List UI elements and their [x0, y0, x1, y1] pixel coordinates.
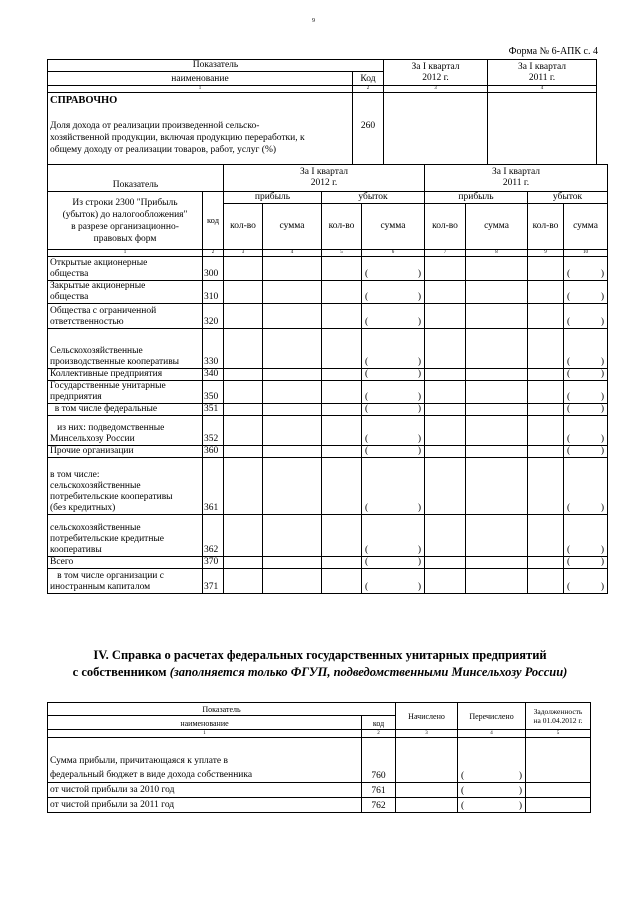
parentheses: ( )	[365, 369, 422, 379]
loss-sum-cell[interactable]	[362, 381, 425, 404]
value-cell[interactable]	[466, 416, 528, 446]
value-cell[interactable]	[263, 515, 322, 557]
table-row	[48, 569, 608, 594]
loss-sum-cell[interactable]	[362, 257, 425, 281]
value-cell[interactable]	[263, 446, 322, 458]
h-loss: убыток	[528, 192, 608, 204]
h-q2012: За I квартал 2012 г.	[224, 165, 425, 192]
parentheses: ( )	[365, 557, 422, 567]
value-cell[interactable]	[528, 281, 564, 304]
h-sum: сумма	[362, 204, 425, 250]
value-cell[interactable]	[322, 458, 362, 515]
h-name: наименование	[48, 72, 353, 86]
transferred-cell[interactable]	[458, 798, 526, 813]
parentheses: ( )	[461, 786, 523, 796]
reference-table	[47, 59, 597, 165]
value-cell[interactable]	[263, 416, 322, 446]
value-cell[interactable]	[528, 257, 564, 281]
parentheses: ( )	[567, 503, 605, 513]
parentheses: ( )	[365, 357, 422, 367]
parentheses: ( )	[567, 545, 605, 555]
h-q2011: За I квартал 2011 г.	[425, 165, 608, 192]
value-cell[interactable]	[425, 569, 466, 594]
parentheses: ( )	[567, 446, 605, 456]
parentheses: ( )	[567, 434, 605, 444]
value-cell[interactable]	[466, 304, 528, 329]
value-cell[interactable]	[528, 329, 564, 369]
value-cell[interactable]	[528, 369, 564, 381]
row-label: Сельскохозяйственные производственные кооперативы	[48, 329, 203, 369]
value-cell[interactable]	[263, 329, 322, 369]
row-code: 760	[362, 738, 396, 783]
col-num: 2	[353, 86, 384, 93]
loss-sum-cell[interactable]	[564, 381, 608, 404]
value-cell[interactable]	[528, 446, 564, 458]
loss-sum-cell[interactable]	[362, 404, 425, 416]
row-label: Общества с ограниченной ответственностью	[48, 304, 203, 329]
value-cell[interactable]	[466, 458, 528, 515]
table-row	[48, 257, 608, 281]
col-num: 5	[322, 250, 362, 257]
col-num: 2	[362, 730, 396, 738]
loss-sum-cell[interactable]	[564, 515, 608, 557]
value-cell[interactable]	[263, 304, 322, 329]
row-code: 762	[362, 798, 396, 813]
debt-cell[interactable]	[526, 798, 591, 813]
row-label: от чистой прибыли за 2011 год	[48, 798, 362, 813]
parentheses: ( )	[567, 404, 605, 414]
loss-sum-cell[interactable]	[362, 515, 425, 557]
col-num: 7	[425, 250, 466, 257]
col-num: 3	[384, 86, 488, 93]
parentheses: ( )	[461, 801, 523, 811]
accrued-cell[interactable]	[396, 783, 458, 798]
value-cell[interactable]	[425, 404, 466, 416]
h-transferred: Перечислено	[458, 703, 526, 730]
row-code: 310	[203, 281, 224, 304]
col-num: 1	[48, 86, 353, 93]
row-label: из них: подведомственные Минсельхозу России	[48, 416, 203, 446]
col-num: 4	[488, 86, 597, 93]
value-cell[interactable]	[425, 304, 466, 329]
ref-title: СПРАВОЧНО	[50, 95, 118, 106]
value-cell[interactable]	[224, 281, 263, 304]
h-q2012: За I квартал 2012 г.	[384, 60, 488, 86]
row-label: Закрытые акционерные общества	[48, 281, 203, 304]
col-num: 4	[458, 730, 526, 738]
row-code: 350	[203, 381, 224, 404]
h-code: Код	[353, 72, 384, 86]
value-cell[interactable]	[263, 257, 322, 281]
h-code: код	[362, 716, 396, 730]
value-cell[interactable]	[322, 329, 362, 369]
value-cell[interactable]	[528, 557, 564, 569]
value-cell[interactable]	[263, 369, 322, 381]
parentheses: ( )	[365, 434, 422, 444]
table-row	[48, 404, 608, 416]
loss-sum-cell[interactable]	[564, 557, 608, 569]
value-cell[interactable]	[425, 557, 466, 569]
parentheses: ( )	[365, 503, 422, 513]
loss-sum-cell[interactable]	[362, 446, 425, 458]
section4-subtitle: с собственником (заполняется только ФГУП, подведомственными Минсельхозу России)	[72, 665, 568, 679]
accrued-cell[interactable]	[396, 798, 458, 813]
accrued-cell[interactable]	[396, 738, 458, 783]
section4-title: IV. Справка о расчетах федеральных государственных унитарных предприятий	[93, 648, 547, 662]
h-name: наименование	[48, 716, 362, 730]
value-cell[interactable]	[224, 416, 263, 446]
row-code: 300	[203, 257, 224, 281]
value-cell[interactable]	[466, 257, 528, 281]
parentheses: ( )	[461, 771, 523, 781]
row-code: 761	[362, 783, 396, 798]
value-cell[interactable]	[263, 569, 322, 594]
loss-sum-cell[interactable]	[564, 569, 608, 594]
value-cell[interactable]	[224, 381, 263, 404]
value-cell[interactable]	[322, 404, 362, 416]
parentheses: ( )	[567, 392, 605, 402]
h-code: код	[203, 192, 224, 250]
value-cell[interactable]	[224, 569, 263, 594]
value-cell[interactable]	[466, 515, 528, 557]
h-indicator: Показатель	[48, 165, 224, 192]
row-code: 351	[203, 404, 224, 416]
loss-sum-cell[interactable]	[564, 446, 608, 458]
value-cell[interactable]	[224, 329, 263, 369]
value-cell[interactable]	[425, 281, 466, 304]
value-cell[interactable]	[425, 329, 466, 369]
table-row	[48, 416, 608, 446]
table-row	[48, 446, 608, 458]
parentheses: ( )	[567, 317, 605, 327]
value-cell[interactable]	[322, 304, 362, 329]
value-cell[interactable]	[528, 416, 564, 446]
row-label: в том числе организации с иностранным капиталом	[48, 569, 203, 594]
debt-cell[interactable]	[526, 783, 591, 798]
transferred-cell[interactable]	[458, 738, 526, 783]
form-label: Форма № 6-АПК с. 4	[508, 46, 598, 57]
row-label: в том числе: сельскохозяйственные потребительские кооперативы (без кредитных)	[48, 458, 203, 515]
value-cell[interactable]	[528, 458, 564, 515]
value-cell[interactable]	[322, 257, 362, 281]
value-cell[interactable]	[425, 416, 466, 446]
h-sum: сумма	[564, 204, 608, 250]
loss-sum-cell[interactable]	[564, 281, 608, 304]
value-cell[interactable]	[322, 416, 362, 446]
value-cell[interactable]	[224, 257, 263, 281]
value-cell[interactable]	[466, 381, 528, 404]
row-label: Всего	[48, 557, 203, 569]
row-label: Коллективные предприятия	[48, 369, 203, 381]
parentheses: ( )	[567, 582, 605, 592]
parentheses: ( )	[365, 446, 422, 456]
value-cell[interactable]	[425, 515, 466, 557]
table-row	[48, 557, 608, 569]
parentheses: ( )	[567, 557, 605, 567]
row-label: в том числе федеральные	[48, 404, 203, 416]
parentheses: ( )	[365, 582, 422, 592]
parentheses: ( )	[567, 369, 605, 379]
row-label: Прочие организации	[48, 446, 203, 458]
org-forms-table	[47, 164, 608, 594]
value-cell[interactable]	[466, 369, 528, 381]
h-profit: прибыль	[425, 192, 528, 204]
value-cell[interactable]	[224, 369, 263, 381]
value-cell[interactable]	[224, 446, 263, 458]
h-indicator: Показатель	[48, 60, 384, 72]
h-accrued: Начислено	[396, 703, 458, 730]
value-cell[interactable]	[425, 446, 466, 458]
col-num: 8	[466, 250, 528, 257]
value-cell[interactable]	[322, 557, 362, 569]
value-cell[interactable]	[528, 381, 564, 404]
value-cell[interactable]	[224, 557, 263, 569]
loss-sum-cell[interactable]	[362, 304, 425, 329]
loss-sum-cell[interactable]	[564, 304, 608, 329]
row-label: от чистой прибыли за 2010 год	[48, 783, 362, 798]
table-row	[48, 515, 608, 557]
col-num: 10	[564, 250, 608, 257]
row-code: 370	[203, 557, 224, 569]
value-cell[interactable]	[466, 404, 528, 416]
value-cell[interactable]	[322, 381, 362, 404]
table-row	[48, 381, 608, 404]
value-cell[interactable]	[466, 446, 528, 458]
ref-value-2012[interactable]	[384, 93, 488, 165]
h-count: кол-во	[425, 204, 466, 250]
row-code: 361	[203, 458, 224, 515]
h-indicator: Показатель	[48, 703, 396, 716]
value-cell[interactable]	[425, 369, 466, 381]
row-label: Государственные унитарные предприятия	[48, 381, 203, 404]
value-cell[interactable]	[322, 369, 362, 381]
h-desc: Из строки 2300 "Прибыль (убыток) до налогообложения" в разрезе организационно- правовых форм	[48, 192, 203, 250]
value-cell[interactable]	[263, 458, 322, 515]
loss-sum-cell[interactable]	[362, 416, 425, 446]
debt-cell[interactable]	[526, 738, 591, 783]
table-row	[48, 798, 591, 813]
table-row	[48, 329, 608, 369]
value-cell[interactable]	[425, 381, 466, 404]
loss-sum-cell[interactable]	[362, 329, 425, 369]
value-cell[interactable]	[322, 515, 362, 557]
h-count: кол-во	[224, 204, 263, 250]
value-cell[interactable]	[224, 458, 263, 515]
ref-value-2011[interactable]	[488, 93, 597, 165]
h-count: кол-во	[322, 204, 362, 250]
col-num: 3	[396, 730, 458, 738]
loss-sum-cell[interactable]	[362, 458, 425, 515]
h-profit: прибыль	[224, 192, 322, 204]
col-num: 1	[48, 250, 203, 257]
value-cell[interactable]	[322, 446, 362, 458]
transferred-cell[interactable]	[458, 783, 526, 798]
h-q2011: За I квартал 2011 г.	[488, 60, 597, 86]
loss-sum-cell[interactable]	[564, 329, 608, 369]
row-code: 362	[203, 515, 224, 557]
row-code: 340	[203, 369, 224, 381]
row-code: 360	[203, 446, 224, 458]
loss-sum-cell[interactable]	[564, 369, 608, 381]
value-cell[interactable]	[224, 404, 263, 416]
ref-text: Доля дохода от реализации произведенной сельско- хозяйственной продукции, включая продукцию переработки, к общему доходу от реализации товаров, работ, услуг (%)	[50, 121, 305, 155]
value-cell[interactable]	[322, 281, 362, 304]
value-cell[interactable]	[224, 515, 263, 557]
col-num: 9	[528, 250, 564, 257]
col-num: 3	[224, 250, 263, 257]
parentheses: ( )	[567, 269, 605, 279]
value-cell[interactable]	[528, 569, 564, 594]
row-code: 330	[203, 329, 224, 369]
fgup-table	[47, 702, 591, 813]
row-label: Открытые акционерные общества	[48, 257, 203, 281]
table-row	[48, 738, 591, 783]
value-cell[interactable]	[528, 304, 564, 329]
loss-sum-cell[interactable]	[362, 557, 425, 569]
loss-sum-cell[interactable]	[564, 458, 608, 515]
value-cell[interactable]	[466, 329, 528, 369]
loss-sum-cell[interactable]	[564, 404, 608, 416]
value-cell[interactable]	[263, 381, 322, 404]
parentheses: ( )	[365, 317, 422, 327]
ref-cell	[48, 93, 353, 165]
table-row	[48, 369, 608, 381]
row-label: сельскохозяйственные потребительские кредитные кооперативы	[48, 515, 203, 557]
h-sum: сумма	[466, 204, 528, 250]
value-cell[interactable]	[528, 515, 564, 557]
parentheses: ( )	[365, 392, 422, 402]
loss-sum-cell[interactable]	[564, 416, 608, 446]
value-cell[interactable]	[466, 281, 528, 304]
parentheses: ( )	[365, 545, 422, 555]
value-cell[interactable]	[466, 557, 528, 569]
value-cell[interactable]	[224, 304, 263, 329]
row-code: 371	[203, 569, 224, 594]
row-code: 352	[203, 416, 224, 446]
value-cell[interactable]	[425, 458, 466, 515]
value-cell[interactable]	[466, 569, 528, 594]
table-row	[48, 281, 608, 304]
parentheses: ( )	[365, 404, 422, 414]
col-num: 6	[362, 250, 425, 257]
parentheses: ( )	[567, 357, 605, 367]
col-num: 4	[263, 250, 322, 257]
col-num: 2	[203, 250, 224, 257]
parentheses: ( )	[567, 292, 605, 302]
col-num: 5	[526, 730, 591, 738]
loss-sum-cell[interactable]	[362, 569, 425, 594]
page-number: 9	[312, 18, 315, 24]
h-debt: Задолженность на 01.04.2012 г.	[526, 703, 591, 730]
table-row	[48, 458, 608, 515]
ref-code: 260	[353, 93, 384, 165]
loss-sum-cell[interactable]	[564, 257, 608, 281]
table-row	[48, 783, 591, 798]
parentheses: ( )	[365, 292, 422, 302]
value-cell[interactable]	[322, 569, 362, 594]
table-row	[48, 304, 608, 329]
value-cell[interactable]	[263, 557, 322, 569]
value-cell[interactable]	[263, 404, 322, 416]
row-code: 320	[203, 304, 224, 329]
loss-sum-cell[interactable]	[362, 369, 425, 381]
loss-sum-cell[interactable]	[362, 281, 425, 304]
value-cell[interactable]	[528, 404, 564, 416]
h-loss: убыток	[322, 192, 425, 204]
value-cell[interactable]	[425, 257, 466, 281]
h-count: кол-во	[528, 204, 564, 250]
parentheses: ( )	[365, 269, 422, 279]
value-cell[interactable]	[263, 281, 322, 304]
col-num: 1	[48, 730, 362, 738]
h-sum: сумма	[263, 204, 322, 250]
row-label: Сумма прибыли, причитающаяся к уплате в федеральный бюджет в виде дохода собственника	[48, 738, 362, 783]
